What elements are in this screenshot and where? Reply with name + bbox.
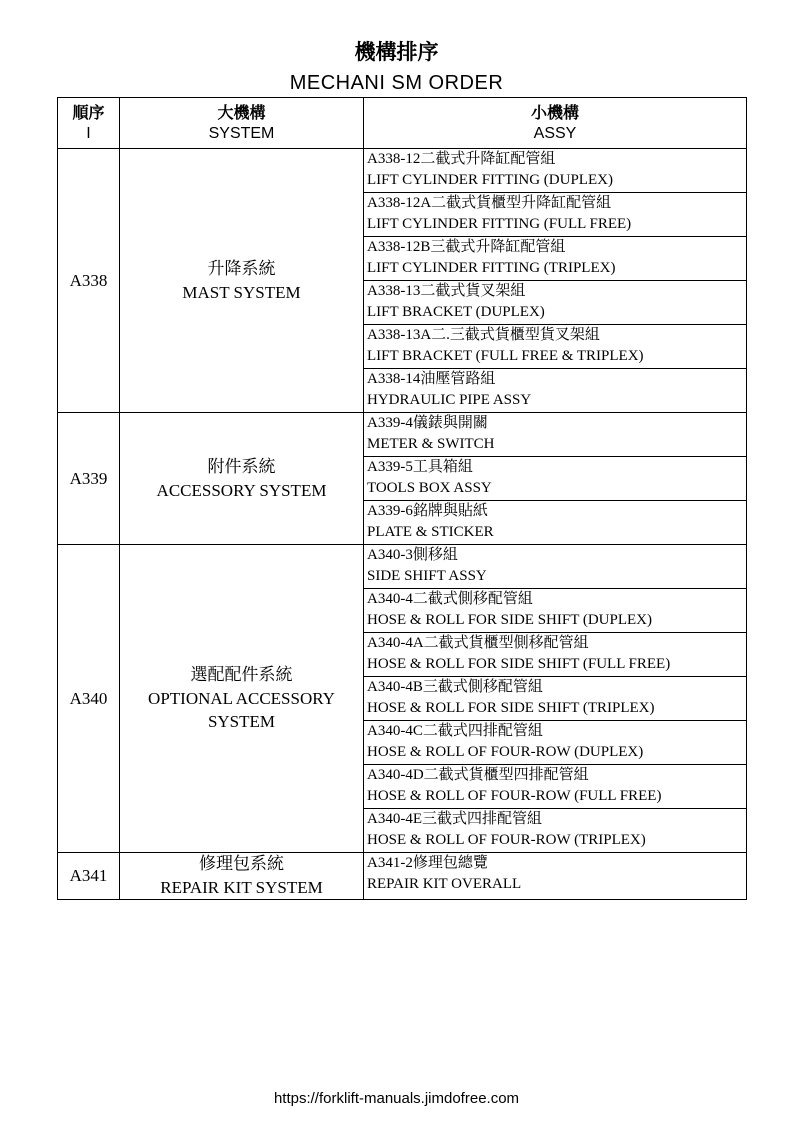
assy-item: [364, 413, 747, 457]
assy-name-en: LIFT CYLINDER FITTING (DUPLEX): [367, 172, 613, 188]
header-order-cn: 順序: [72, 103, 105, 122]
group-system: [120, 413, 364, 545]
table-header-row: [58, 98, 747, 149]
assy-name-en: METER & SWITCH: [367, 436, 495, 452]
system-name-cn: 升降系統: [207, 258, 276, 279]
page-title-english: MECHANI SM ORDER: [289, 72, 504, 94]
group-code: A338: [58, 149, 120, 413]
assy-item: [364, 809, 747, 853]
table-row: [58, 413, 747, 457]
header-system-en: SYSTEM: [208, 125, 275, 142]
assy-item: [364, 237, 747, 281]
assy-name-cn: A339-5工具箱組: [367, 459, 473, 475]
assy-item: [364, 501, 747, 545]
group-code: A341: [58, 853, 120, 900]
assy-item: [364, 545, 747, 589]
assy-name-cn: A340-4二截式側移配管組: [367, 591, 533, 607]
group-system: [120, 853, 364, 900]
assy-name-cn: A340-4B三截式側移配管組: [367, 679, 543, 695]
assy-item: [364, 765, 747, 809]
system-name-en: ACCESSORY SYSTEM: [156, 480, 327, 500]
assy-name-en: TOOLS BOX ASSY: [367, 480, 492, 496]
assy-name-en: LIFT CYLINDER FITTING (TRIPLEX): [367, 260, 616, 276]
assy-name-cn: A340-3側移組: [367, 547, 458, 563]
table-row: [58, 545, 747, 589]
assy-name-en: REPAIR KIT OVERALL: [367, 876, 522, 892]
header-system: [120, 98, 364, 149]
assy-name-en: HOSE & ROLL FOR SIDE SHIFT (DUPLEX): [367, 612, 653, 628]
table-body: [58, 149, 747, 900]
assy-name-cn: A341-2修理包總覽: [367, 855, 488, 871]
assy-name-cn: A338-12B三截式升降缸配管組: [367, 239, 566, 255]
assy-name-en: HOSE & ROLL OF FOUR-ROW (DUPLEX): [367, 744, 644, 760]
assy-item: [364, 457, 747, 501]
assy-name-en: LIFT CYLINDER FITTING (FULL FREE): [367, 216, 632, 232]
assy-name-cn: A338-13A二.三截式貨櫃型貨叉架組: [367, 327, 600, 343]
system-name-cn: 附件系統: [207, 456, 276, 477]
header-assy-cn: 小機構: [530, 103, 579, 122]
group-code: A339: [58, 413, 120, 545]
assy-item: [364, 853, 747, 900]
system-name-en: REPAIR KIT SYSTEM: [160, 878, 323, 897]
assy-name-cn: A338-13二截式貨叉架組: [367, 283, 526, 299]
assy-name-cn: A340-4C二截式四排配管組: [367, 723, 543, 739]
assy-item: [364, 633, 747, 677]
assy-name-en: HOSE & ROLL FOR SIDE SHIFT (FULL FREE): [367, 656, 671, 672]
header-system-cn: 大機構: [217, 103, 266, 122]
assy-item: [364, 325, 747, 369]
footer-url[interactable]: https://forklift-manuals.jimdofree.com: [273, 1090, 520, 1107]
system-name-en: OPTIONAL ACCESSORY: [148, 689, 335, 708]
assy-item: [364, 589, 747, 633]
header-order-en: I: [86, 125, 91, 142]
assy-name-cn: A338-14油壓管路組: [367, 371, 496, 387]
assy-name-en: HYDRAULIC PIPE ASSY: [367, 392, 532, 408]
assy-name-en: SIDE SHIFT ASSY: [367, 568, 487, 584]
system-name-en: MAST SYSTEM: [182, 282, 301, 302]
assy-item: [364, 677, 747, 721]
header-assy: [364, 98, 747, 149]
assy-item: [364, 721, 747, 765]
assy-name-cn: A340-4E三截式四排配管組: [367, 811, 542, 827]
assy-name-cn: A339-4儀錶與開關: [367, 415, 488, 431]
table-row: [58, 853, 747, 900]
assy-name-en: HOSE & ROLL OF FOUR-ROW (TRIPLEX): [367, 832, 646, 848]
group-system: [120, 545, 364, 853]
assy-name-en: PLATE & STICKER: [367, 524, 494, 540]
assy-name-en: LIFT BRACKET (FULL FREE & TRIPLEX): [367, 348, 644, 364]
system-name-en-line2: SYSTEM: [207, 712, 276, 731]
assy-item: [364, 193, 747, 237]
assy-item: [364, 369, 747, 413]
group-code: A340: [58, 545, 120, 853]
assy-name-en: LIFT BRACKET (DUPLEX): [367, 304, 545, 320]
page-title-chinese: 機構排序: [354, 40, 439, 64]
mechanism-order-table: [57, 97, 747, 900]
assy-item: [364, 149, 747, 193]
header-assy-en: ASSY: [533, 125, 577, 142]
assy-name-cn: A338-12A二截式貨櫃型升降缸配管組: [367, 195, 612, 211]
system-name-cn: 修理包系統: [199, 854, 284, 874]
group-system: [120, 149, 364, 413]
assy-name-en: HOSE & ROLL OF FOUR-ROW (FULL FREE): [367, 788, 662, 804]
assy-name-cn: A340-4D二截式貨櫃型四排配管組: [367, 767, 589, 783]
header-order: [58, 98, 120, 149]
assy-name-en: HOSE & ROLL FOR SIDE SHIFT (TRIPLEX): [367, 700, 655, 716]
system-name-cn: 選配配件系統: [190, 665, 293, 685]
assy-name-cn: A340-4A二截式貨櫃型側移配管組: [367, 635, 589, 651]
assy-name-cn: A338-12二截式升降缸配管組: [367, 151, 556, 167]
table-row: [58, 149, 747, 193]
assy-item: [364, 281, 747, 325]
assy-name-cn: A339-6銘牌與貼紙: [367, 503, 488, 519]
